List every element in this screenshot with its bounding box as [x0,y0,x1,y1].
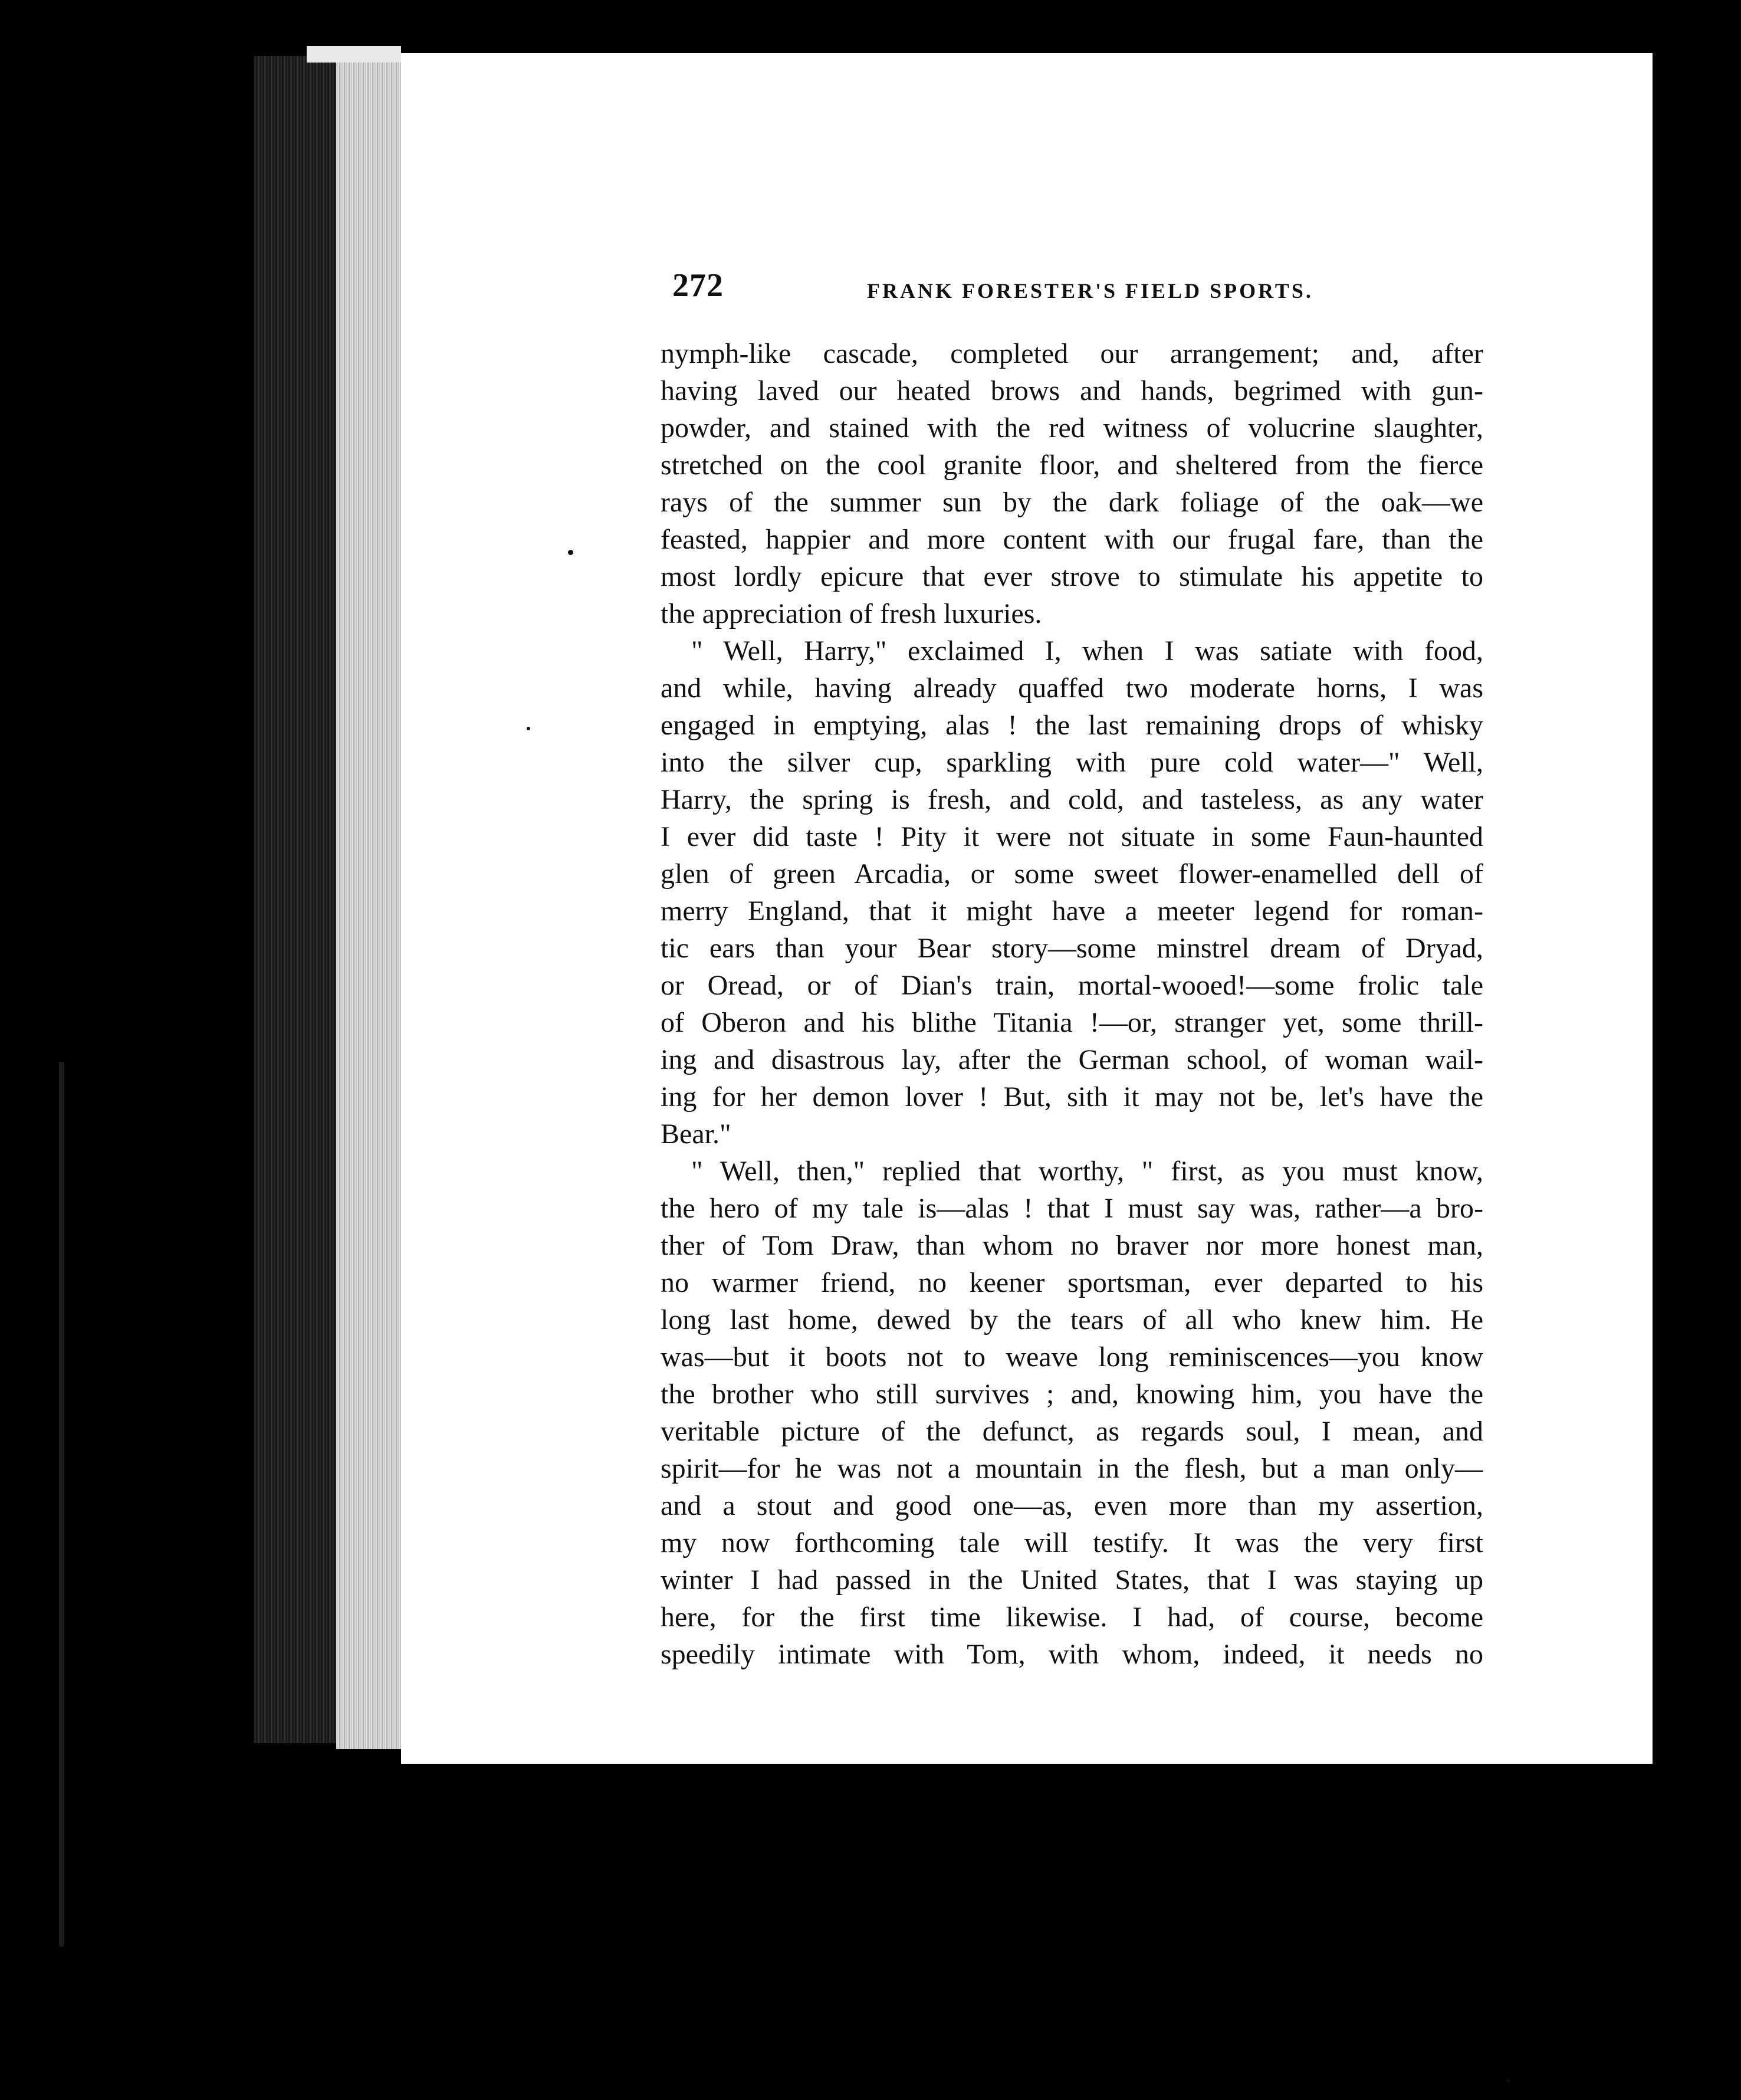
text-line: stretched on the cool granite floor, and sheltered from the fierce [661,449,1483,481]
text-line: the brother who still survives ; and, knowing him, you have the [661,1379,1483,1410]
text-line: veritable picture of the defunct, as regards soul, I mean, and [661,1416,1483,1447]
text-line: speedily intimate with Tom, with whom, indeed, it needs no [661,1639,1483,1670]
text-line: nymph-like cascade, completed our arrangement; and, after [661,338,1483,369]
text-line: and a stout and good one—as, even more than my assertion, [661,1490,1483,1521]
running-title: FRANK FORESTER'S FIELD SPORTS. [867,279,1313,303]
text-line: of Oberon and his blithe Titania !—or, stranger yet, some thrill- [661,1007,1483,1038]
text-line: into the silver cup, sparkling with pure cold water—" Well, [661,747,1483,778]
text-line: the hero of my tale is—alas ! that I must say was, rather—a bro- [661,1193,1483,1224]
text-line: most lordly epicure that ever strove to stimulate his appetite to [661,561,1483,592]
text-line: my now forthcoming tale will testify. It was the very first [661,1527,1483,1558]
text-line: long last home, dewed by the tears of all who knew him. He [661,1304,1483,1336]
text-line: feasted, happier and more content with our frugal fare, than the [661,524,1483,555]
text-line: Bear." [661,1118,731,1150]
body-text [661,335,1483,1673]
ink-speck [527,727,530,730]
text-line: spirit—for he was not a mountain in the flesh, but a man only— [661,1453,1483,1484]
text-line: no warmer friend, no keener sportsman, ever departed to his [661,1267,1483,1298]
text-line: glen of green Arcadia, or some sweet flower-enamelled dell of [661,858,1483,890]
text-line: " Well, Harry," exclaimed I, when I was satiate with food, [691,635,1483,667]
text-line: " Well, then," replied that worthy, " first, as you must know, [691,1156,1483,1187]
text-line: merry England, that it might have a meeter legend for roman- [661,895,1483,927]
text-line: powder, and stained with the red witness of volucrine slaughter, [661,412,1483,444]
spine-shadow [59,1062,64,1947]
ink-speck [568,550,573,555]
text-line: having laved our heated brows and hands, begrimed with gun- [661,375,1483,406]
book-top-edge [307,46,401,63]
text-line: here, for the first time likewise. I had, of course, become [661,1602,1483,1633]
text-line: rays of the summer sun by the dark foliage of the oak—we [661,487,1483,518]
text-line: ther of Tom Draw, than whom no braver nor more honest man, [661,1230,1483,1261]
page-number: 272 [672,267,724,304]
text-line: and while, having already quaffed two moderate horns, I was [661,672,1483,704]
text-line: I ever did taste ! Pity it were not situate in some Faun-haunted [661,821,1483,852]
ink-speck [1507,2079,1510,2082]
text-line: ing and disastrous lay, after the German school, of woman wail- [661,1044,1483,1075]
text-line: winter I had passed in the United States, that I was staying up [661,1564,1483,1596]
running-head [672,267,1616,320]
text-line: was—but it boots not to weave long reminiscences—you know [661,1341,1483,1373]
text-line: Harry, the spring is fresh, and cold, and tasteless, as any water [661,784,1483,815]
text-line: engaged in emptying, alas ! the last remaining drops of whisky [661,710,1483,741]
text-line: ing for her demon lover ! But, sith it may not be, let's have the [661,1081,1483,1113]
facing-page-edge [1653,62,1674,1767]
text-line: or Oread, or of Dian's train, mortal-wooed!—some frolic tale [661,970,1483,1001]
book-page-edges-light [336,56,401,1749]
text-line: tic ears than your Bear story—some minstrel dream of Dryad, [661,933,1483,964]
text-line: the appreciation of fresh luxuries. [661,598,1042,629]
